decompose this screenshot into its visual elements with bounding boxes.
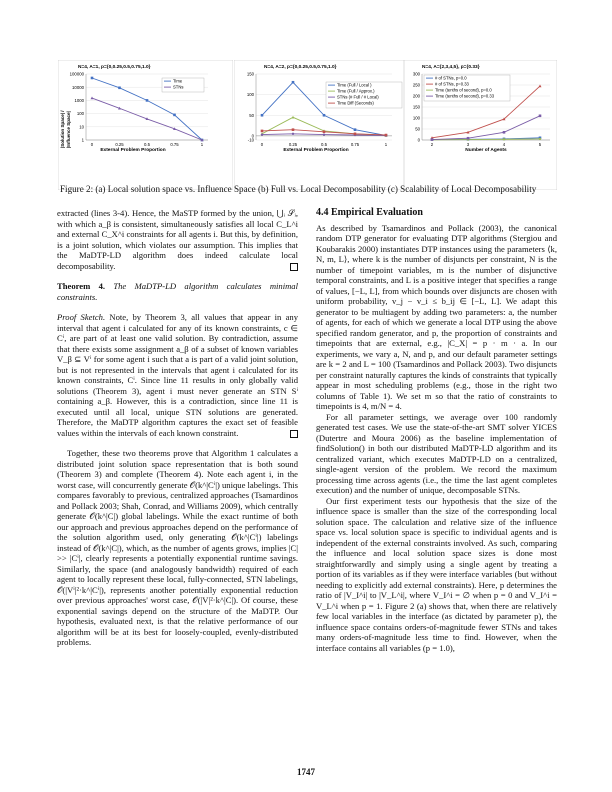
y-tick-label: 200 <box>412 93 420 99</box>
y-tick-label: 100 <box>76 111 84 117</box>
chart-a-xlabel: External Problem Proportion <box>100 148 166 153</box>
qed-box <box>290 263 298 271</box>
y-tick-label: 150 <box>246 71 254 77</box>
data-point <box>354 128 357 131</box>
right-paragraph-2: For all parameter settings, we average over 100 randomly generated test cases. We use the state-of-the-art SMT solver YICES (Dutertre and Moura 2006) as the baseline implementation of findSolution() in both our distributed MaDTP-LD algorithm and its centralized variant, which executes MaDTP-LD on a centralized, single-agent version of the problem. We record the maximum processing time across agents (i.e., the time the last agent completes execution) and the number of unique, decomposable STNs. <box>316 411 557 495</box>
x-tick-label: 0.5 <box>144 142 150 147</box>
left-paragraph-3: Together, these two theorems prove that Algorithm 1 calculates a distributed joint solution space representation that is both sound (Theorem 3) and complete (Theorem 4). Note each agent i, in the worst case, will concurrently generate 𝒪(k^|Cⁱ|) unique labelings. This compares favorably to previous, centralized approaches (Tsamardinos and Pollack 2003; Shah, Conrad, and Williams 2009), which centrally generate 𝒪(k^|C|) global labelings. While the exact runtime of both our approach and previous approaches depend on the performance of the solution algorithm used, only generating 𝒪(k^|Cⁱ|) labelings instead of 𝒪(k^|C|), which, as the number of agents grows, implies |C| >> |Cⁱ|, clearly represents a potentially exponential runtime savings. Similarly, the space (and analogously bandwidth) required of each agent to locally represent these local, fully-connected, STN labelings, 𝒪(|Vⁱ|²·k^|Cⁱ|), represents another potentially exponential reduction over previous approaches' worst case, 𝒪(|V|²·k^|C|). Of course, these exponential savings depend on the structure of the MaDTP. Our hypothesis, evaluated next, is that the relative performance of our algorithm will be at its best for loosely-coupled, evenly-distributed problems. <box>57 448 298 647</box>
page-number: 1747 <box>297 767 315 777</box>
data-point <box>261 114 264 117</box>
legend-label: STNs (# Full / # Local) <box>337 94 379 100</box>
chart-c <box>404 60 557 190</box>
data-point <box>292 81 295 84</box>
y-tick-label: 250 <box>412 82 420 88</box>
y-tick-label: 300 <box>412 71 420 77</box>
proof-sketch: Proof Sketch. Note, by Theorem 3, all values that appear in any interval that agent i calculated for any of its known constraints, c ∈ Cⁱ, are part of at least one valid solution. By contradiction, assume that there exists some assignment a_β of a subset of known variables V_β ⊆ Vⁱ for some agent i such that a is part of a valid joint solution, but is not represented in the intervals that agent i calculated for its known constraints, Cⁱ. Since line 11 results in only globally valid solutions (Theorem 3), agent i must never generate an STN Sⁱ containing a_β. However, this is a contradiction, since line 11 is executed until all local, unique STN solutions are generated. Therefore, the MaDTP algorithm captures the exact set of feasible values within the intervals of each known constraint. <box>57 312 299 438</box>
data-point <box>354 133 357 136</box>
x-tick-label: 0.5 <box>321 142 327 147</box>
x-tick-label: 5 <box>538 142 542 147</box>
y-tick-label: 100 <box>412 115 420 121</box>
data-point <box>91 77 94 80</box>
legend-label: # of STNs, p=0.33 <box>435 81 469 87</box>
data-point <box>118 87 121 90</box>
y-tick-label: 1 <box>81 137 84 143</box>
legend-label: Time (tenths of second), p=0.0 <box>435 87 492 93</box>
x-tick-label: 1 <box>384 142 388 147</box>
legend-label: Time Diff (Seconds) <box>337 100 374 106</box>
data-point <box>292 133 294 135</box>
y-tick-label: 1000 <box>74 98 84 103</box>
y-tick-label: 100000 <box>69 71 84 77</box>
chart-a-title: N=4, A=1, p={0,0.25,0.5,0.75,1.0} <box>78 65 151 70</box>
data-point <box>146 99 149 102</box>
data-point <box>503 138 505 140</box>
x-tick-label: 0 <box>90 142 94 147</box>
legend-label: Time (Full / Approx.) <box>337 88 375 94</box>
chart-a-ylabel-2: |Influence Space| <box>66 111 71 148</box>
data-point <box>261 130 264 133</box>
chart-a <box>58 60 233 190</box>
x-tick-label: 1 <box>200 142 204 147</box>
y-tick-label: 0 <box>417 137 420 143</box>
qed-box <box>290 430 298 438</box>
chart-c-title: N=4, A={2,3,4,5}, p={0.33} <box>422 65 480 70</box>
data-point <box>503 131 506 134</box>
left-column <box>57 208 298 648</box>
data-point <box>385 134 388 137</box>
figure-caption: Figure 2: (a) Local solution space vs. Influence Space (b) Full vs. Local Decomposability (c) Scalability of Local Decomposability <box>60 184 537 194</box>
x-tick-label: 3 <box>466 142 470 147</box>
x-tick-label: 2 <box>430 142 434 147</box>
chart-c-xlabel: Number of Agents <box>465 148 507 153</box>
data-point <box>539 115 542 118</box>
y-tick-label: 0 <box>251 133 254 139</box>
right-column <box>316 208 557 653</box>
data-point <box>292 128 295 131</box>
data-point <box>431 138 434 141</box>
data-point <box>323 133 325 135</box>
left-paragraph-1: extracted (lines 3-4). Hence, the MaSTP formed by the union, ⋃ᵢ 𝒮ᵢ, with which a_β is consistent, simultaneously satisfies all local C_L^i and external C_X^i constraints for all agents i. But this, by definition, is a joint solution, which violates our assumption. This implies that the MaDTP-LD algorithm does indeed calculate local decomposability. <box>57 208 298 271</box>
x-tick-label: 4 <box>502 142 506 147</box>
y-tick-label: 10000 <box>72 84 84 90</box>
y-tick-label: 10 <box>79 124 84 130</box>
data-point <box>323 130 326 133</box>
theorem-4: Theorem 4. The MaDTP-LD algorithm calculates minimal constraints. <box>57 281 298 302</box>
data-point <box>261 133 263 135</box>
y-tick-label: -10 <box>247 137 254 143</box>
x-tick-label: 0.25 <box>288 142 298 147</box>
y-tick-label: 100 <box>246 92 254 98</box>
legend-label: Time (tenths of second), p=0.33 <box>435 93 495 99</box>
legend-label: Time <box>173 78 183 84</box>
data-point <box>539 138 541 140</box>
chart-b-title: N=4, A=2, p={0,0.25,0.5,0.75,1.0} <box>264 65 337 70</box>
data-point <box>467 137 470 140</box>
chart-b-xlabel: External Problem Proportion <box>283 148 349 153</box>
legend-label: STNs <box>173 84 184 90</box>
y-tick-label: 50 <box>415 126 420 132</box>
legend-label: # of STNs, p=0.0 <box>435 75 467 81</box>
x-tick-label: 0.75 <box>170 142 179 147</box>
right-paragraph-3: Our first experiment tests our hypothesis that the size of the influence space is smaller than the size of the corresponding local solution space. The calculation and relative size of the influence space vs. local solution space is specific to individual agents and is independent of the external constraints involved. As such, comparing the influence and local solution space sizes is done most straightforwardly and simply using a single agent by treating a portion of its variables as if they were interface variables (but without needing to explicitly add external constraints). Here, p determines the ratio of |V_I^i| to |V_L^i|, where V_I^i = ∅ when p = 0 and V_I^i = V_L^i when p = 1. Figure 2 (a) shows that, when there are relatively few local variables in the interface (as dictated by parameter p), the influence space contains orders-of-magnitude fewer STNs and takes many orders-of-magnitude less time to find. However, when the interface contains all variables (p = 1.0), <box>316 495 557 653</box>
x-tick-label: 0.25 <box>115 142 124 147</box>
x-tick-label: 0.75 <box>350 142 360 147</box>
chart-b <box>234 60 404 190</box>
data-point <box>323 114 326 117</box>
legend-label: Time (Full / Local ) <box>337 82 372 88</box>
x-tick-label: 0 <box>260 142 264 147</box>
section-heading: 4.4 Empirical Evaluation <box>316 207 423 218</box>
chart-a-ylabel-1: |Solution Space| / <box>60 110 65 148</box>
y-tick-label: 50 <box>249 112 254 118</box>
data-point <box>173 114 176 117</box>
right-paragraph-1: As described by Tsamardinos and Pollack (2003), the canonical random DTP generator for evaluating DTP algorithms (Stergiou and Koubarakis 2000) instantiates DTP instances using the parameters ⟨k, N, m, L⟩, where k is the number of disjuncts per constraint, N is the number of timepoint variables, m is the number of disjunctive temporal constraints, and L is a positive integer that specifies a range of values, [−L, L], from which bounds over disjuncts are chosen with uniform probability, v_j − v_i ≤ b_ij ∈ [−L, L]. We adapt this generator to be multiagent by adding two parameters: a, the number of agents, for each of which we generate a local DTP using the above specified random generator, and p, the proportion of constraints and timepoints that are external, e.g., |C_X| = p · m · a. In our experiments, we vary a, N, and p, and our default parameter settings are k = 2 and L = 100 (Tsamardinos and Pollack 2003). Two disjuncts per constraint naturally captures the kinds of constraints that typically appear in most scheduling problems (e.g., those in the right two columns of Table 1). We set m so that the ratio of constraints to timepoints is 4, m/N = 4. <box>316 222 557 411</box>
y-tick-label: 150 <box>412 104 420 110</box>
